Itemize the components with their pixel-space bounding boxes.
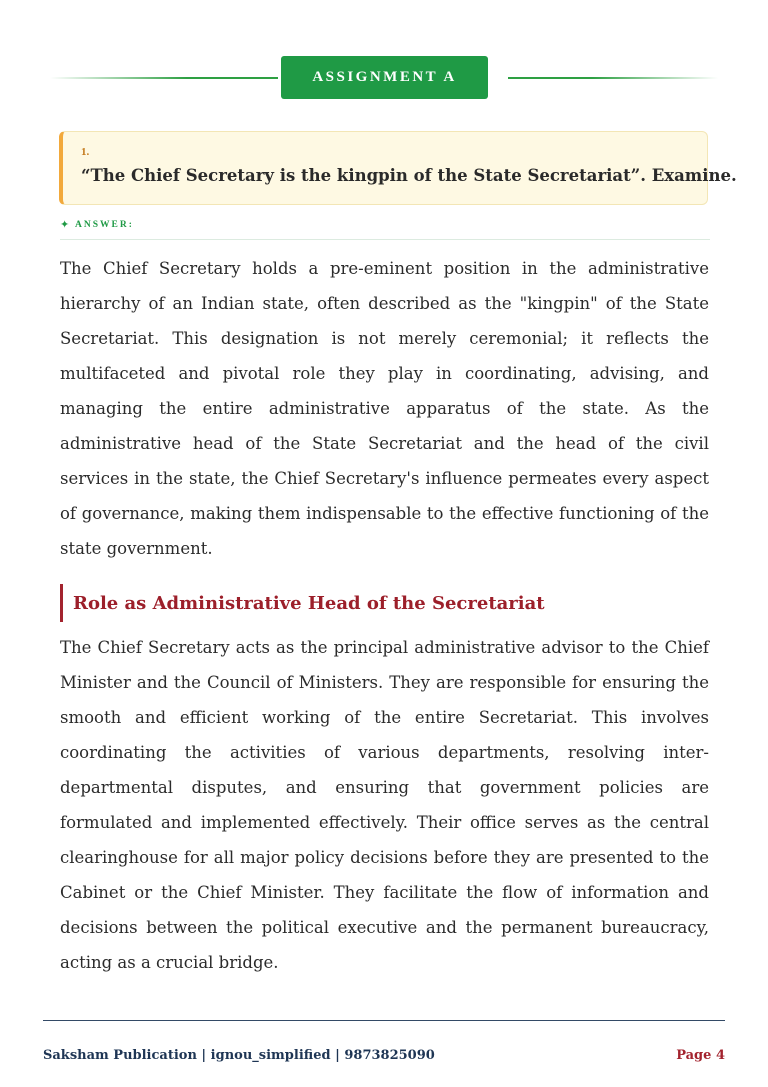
footer-publisher: Saksham Publication | ignou_simplified | 9873825090 <box>43 1048 435 1063</box>
answer-paragraph-role: The Chief Secretary acts as the principal administrative advisor to the Chief Minister and the Council of Ministers. They are responsible for ensuring the smooth and efficient working of the entire Secretariat. This involves coordinating the activities of various departments, resolving inter-departmental disputes, and ensuring that government policies are formulated and implemented effectively. Their office serves as the central clearinghouse for all major policy decisions before they are presented to the Cabinet or the Chief Minister. They facilitate the flow of information and decisions between the political executive and the permanent bureaucracy, acting as a crucial bridge. <box>60 638 709 972</box>
question-number: 1. <box>81 146 90 158</box>
sparkle-icon: ✦ <box>60 218 70 231</box>
header-divider-left <box>50 77 278 79</box>
question-text: “The Chief Secretary is the kingpin of the State Secretariat”. Examine. <box>81 166 737 185</box>
section-heading-text: Role as Administrative Head of the Secretariat <box>73 592 545 614</box>
section-heading <box>60 584 545 622</box>
assignment-badge: ASSIGNMENT A <box>281 56 488 99</box>
footer-divider <box>43 1020 725 1021</box>
assignment-header <box>50 56 718 100</box>
answer-paragraph-intro: The Chief Secretary holds a pre-eminent position in the administrative hierarchy of an Indian state, often described as the "kingpin" of the State Secretariat. This designation is not merely ceremonial; it reflects the multifaceted and pivotal role they play in coordinating, advising, and managing the entire administrative apparatus of the state. As the administrative head of the State Secretariat and the head of the civil services in the state, the Chief Secretary's influence permeates every aspect of governance, making them indispensable to the effective functioning of the state government. <box>60 259 709 558</box>
header-divider-right <box>508 77 718 79</box>
answer-label-row <box>60 217 710 240</box>
answer-label: ANSWER: <box>75 220 134 230</box>
question-box <box>59 131 737 205</box>
page-number: Page 4 <box>676 1048 725 1063</box>
